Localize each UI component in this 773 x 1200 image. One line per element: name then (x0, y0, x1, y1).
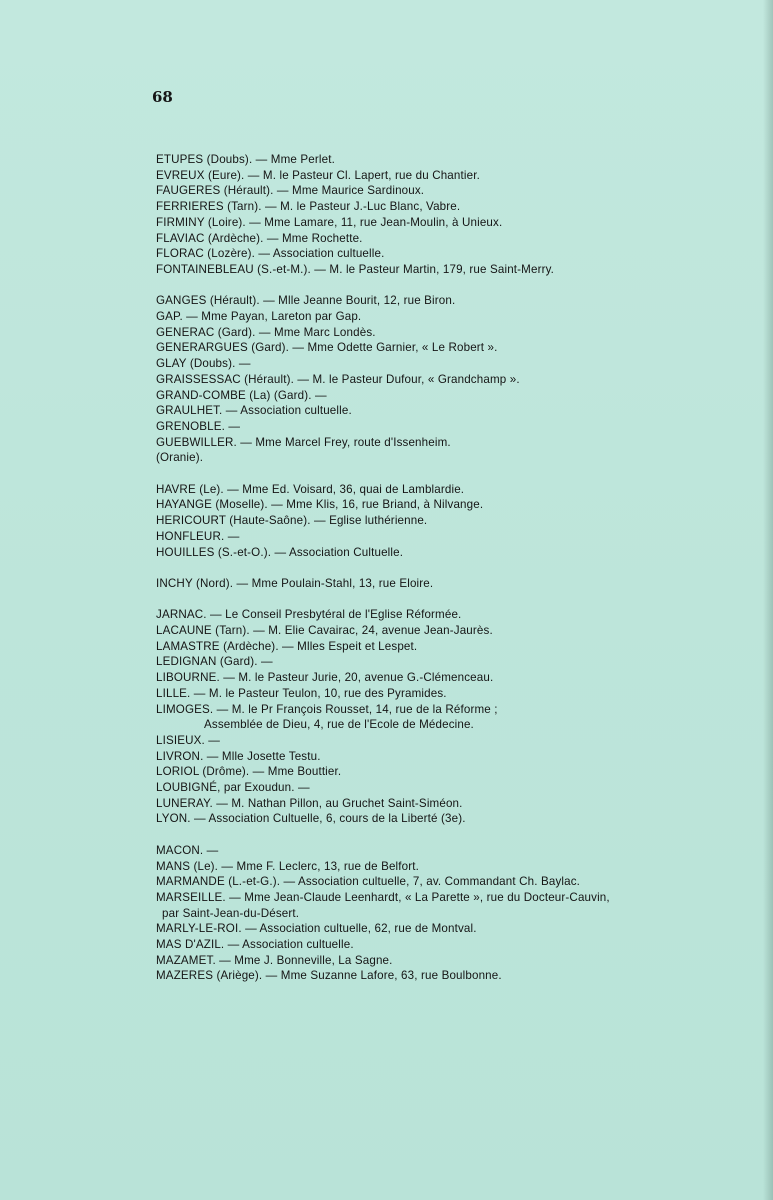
entry-continuation: par Saint-Jean-du-Désert. (162, 906, 300, 920)
entry: ETUPES (Doubs). — Mme Perlet. (156, 153, 335, 166)
entry-continuation: Assemblée de Dieu, 4, rue de l'Ecole de Médecine. (204, 718, 474, 732)
entry: HOUILLES (S.-et-O.). — Association Cultuelle. (156, 545, 404, 559)
entry: FLORAC (Lozère). — Association cultuelle. (156, 247, 385, 261)
entry: INCHY (Nord). — Mme Poulain-Stahl, 13, rue Eloire. (156, 576, 434, 590)
entry: LEDIGNAN (Gard). — (156, 655, 273, 669)
entry: HERICOURT (Haute-Saône). — Eglise luthérienne. (156, 514, 428, 528)
section-f (156, 152, 768, 278)
entry: LIMOGES. — M. le Pr François Rousset, 14, rue de la Réforme ; (156, 702, 498, 716)
entry: LISIEUX. — (156, 733, 220, 747)
entry: GRAND-COMBE (La) (Gard). — (156, 388, 327, 402)
entry: GANGES (Hérault). — Mlle Jeanne Bourit, 12, rue Biron. (156, 294, 456, 308)
entry: HAYANGE (Moselle). — Mme Klis, 16, rue Briand, à Nilvange. (156, 498, 484, 512)
entry: LYON. — Association Cultuelle, 6, cours de la Liberté (3e). (156, 812, 466, 826)
entry: GENERAC (Gard). — Mme Marc Londès. (156, 325, 376, 339)
section-g (156, 293, 768, 466)
entry: MARMANDE (L.-et-G.). — Association cultuelle, 7, av. Commandant Ch. Baylac. (156, 875, 581, 889)
entry: MAZAMET. — Mme J. Bonneville, La Sagne. (156, 953, 393, 967)
entry: MAS D'AZIL. — Association cultuelle. (156, 938, 354, 952)
entry: GAP. — Mme Payan, Lareton par Gap. (156, 310, 362, 324)
entry: LUNERAY. — M. Nathan Pillon, au Gruchet Saint-Siméon. (156, 796, 463, 810)
entry: LAMASTRE (Ardèche). — Mlles Espeit et Lespet. (156, 639, 418, 653)
section-h (156, 482, 768, 561)
entry: FERRIERES (Tarn). — M. le Pasteur J.-Luc Blanc, Vabre. (156, 200, 461, 214)
entry: GENERARGUES (Gard). — Mme Odette Garnier, « Le Robert ». (156, 341, 498, 355)
entry: GRAULHET. — Association cultuelle. (156, 404, 352, 418)
directory-entries (156, 152, 768, 1000)
entry: LACAUNE (Tarn). — M. Elie Cavairac, 24, avenue Jean-Jaurès. (156, 624, 493, 638)
entry: JARNAC. — Le Conseil Presbytéral de l'Eglise Réformée. (156, 608, 462, 622)
entry: MACON. — (156, 843, 219, 857)
page-edge-shadow (763, 0, 773, 1200)
entry: MARLY-LE-ROI. — Association cultuelle, 62, rue de Montval. (156, 922, 477, 936)
entry: GUEBWILLER. — Mme Marcel Frey, route d'Issenheim. (156, 435, 451, 449)
entry: (Oranie). (156, 451, 204, 465)
entry: FIRMINY (Loire). — Mme Lamare, 11, rue Jean-Moulin, à Unieux. (156, 215, 503, 229)
entry: MANS (Le). — Mme F. Leclerc, 13, rue de Belfort. (156, 859, 419, 873)
entry: HAVRE (Le). — Mme Ed. Voisard, 36, quai de Lamblardie. (156, 482, 465, 496)
entry: LIBOURNE. — M. le Pasteur Jurie, 20, avenue G.-Clémenceau. (156, 671, 494, 685)
entry: LORIOL (Drôme). — Mme Bouttier. (156, 765, 342, 779)
entry: FONTAINEBLEAU (S.-et-M.). — M. le Pasteur Martin, 179, rue Saint-Merry. (156, 262, 555, 276)
entry: GRENOBLE. — (156, 419, 241, 433)
entry: LILLE. — M. le Pasteur Teulon, 10, rue des Pyramides. (156, 686, 447, 700)
section-i (156, 576, 768, 592)
entry: LOUBIGNÉ, par Exoudun. — (156, 781, 310, 795)
entry: FLAVIAC (Ardèche). — Mme Rochette. (156, 231, 363, 245)
entry: LIVRON. — Mlle Josette Testu. (156, 749, 321, 763)
section-m (156, 843, 768, 984)
entry: MARSEILLE. — Mme Jean-Claude Leenhardt, « La Parette », rue du Docteur-Cauvin, (156, 890, 610, 904)
entry: MAZERES (Ariège). — Mme Suzanne Lafore, 63, rue Boulbonne. (156, 969, 502, 983)
entry: EVREUX (Eure). — M. le Pasteur Cl. Lapert, rue du Chantier. (156, 168, 480, 182)
page-number: 68 (152, 88, 173, 106)
section-j-l (156, 607, 768, 827)
entry: HONFLEUR. — (156, 529, 240, 543)
entry: GLAY (Doubs). — (156, 357, 251, 371)
entry: FAUGERES (Hérault). — Mme Maurice Sardinoux. (156, 184, 425, 198)
entry: GRAISSESSAC (Hérault). — M. le Pasteur Dufour, « Grandchamp ». (156, 372, 520, 386)
